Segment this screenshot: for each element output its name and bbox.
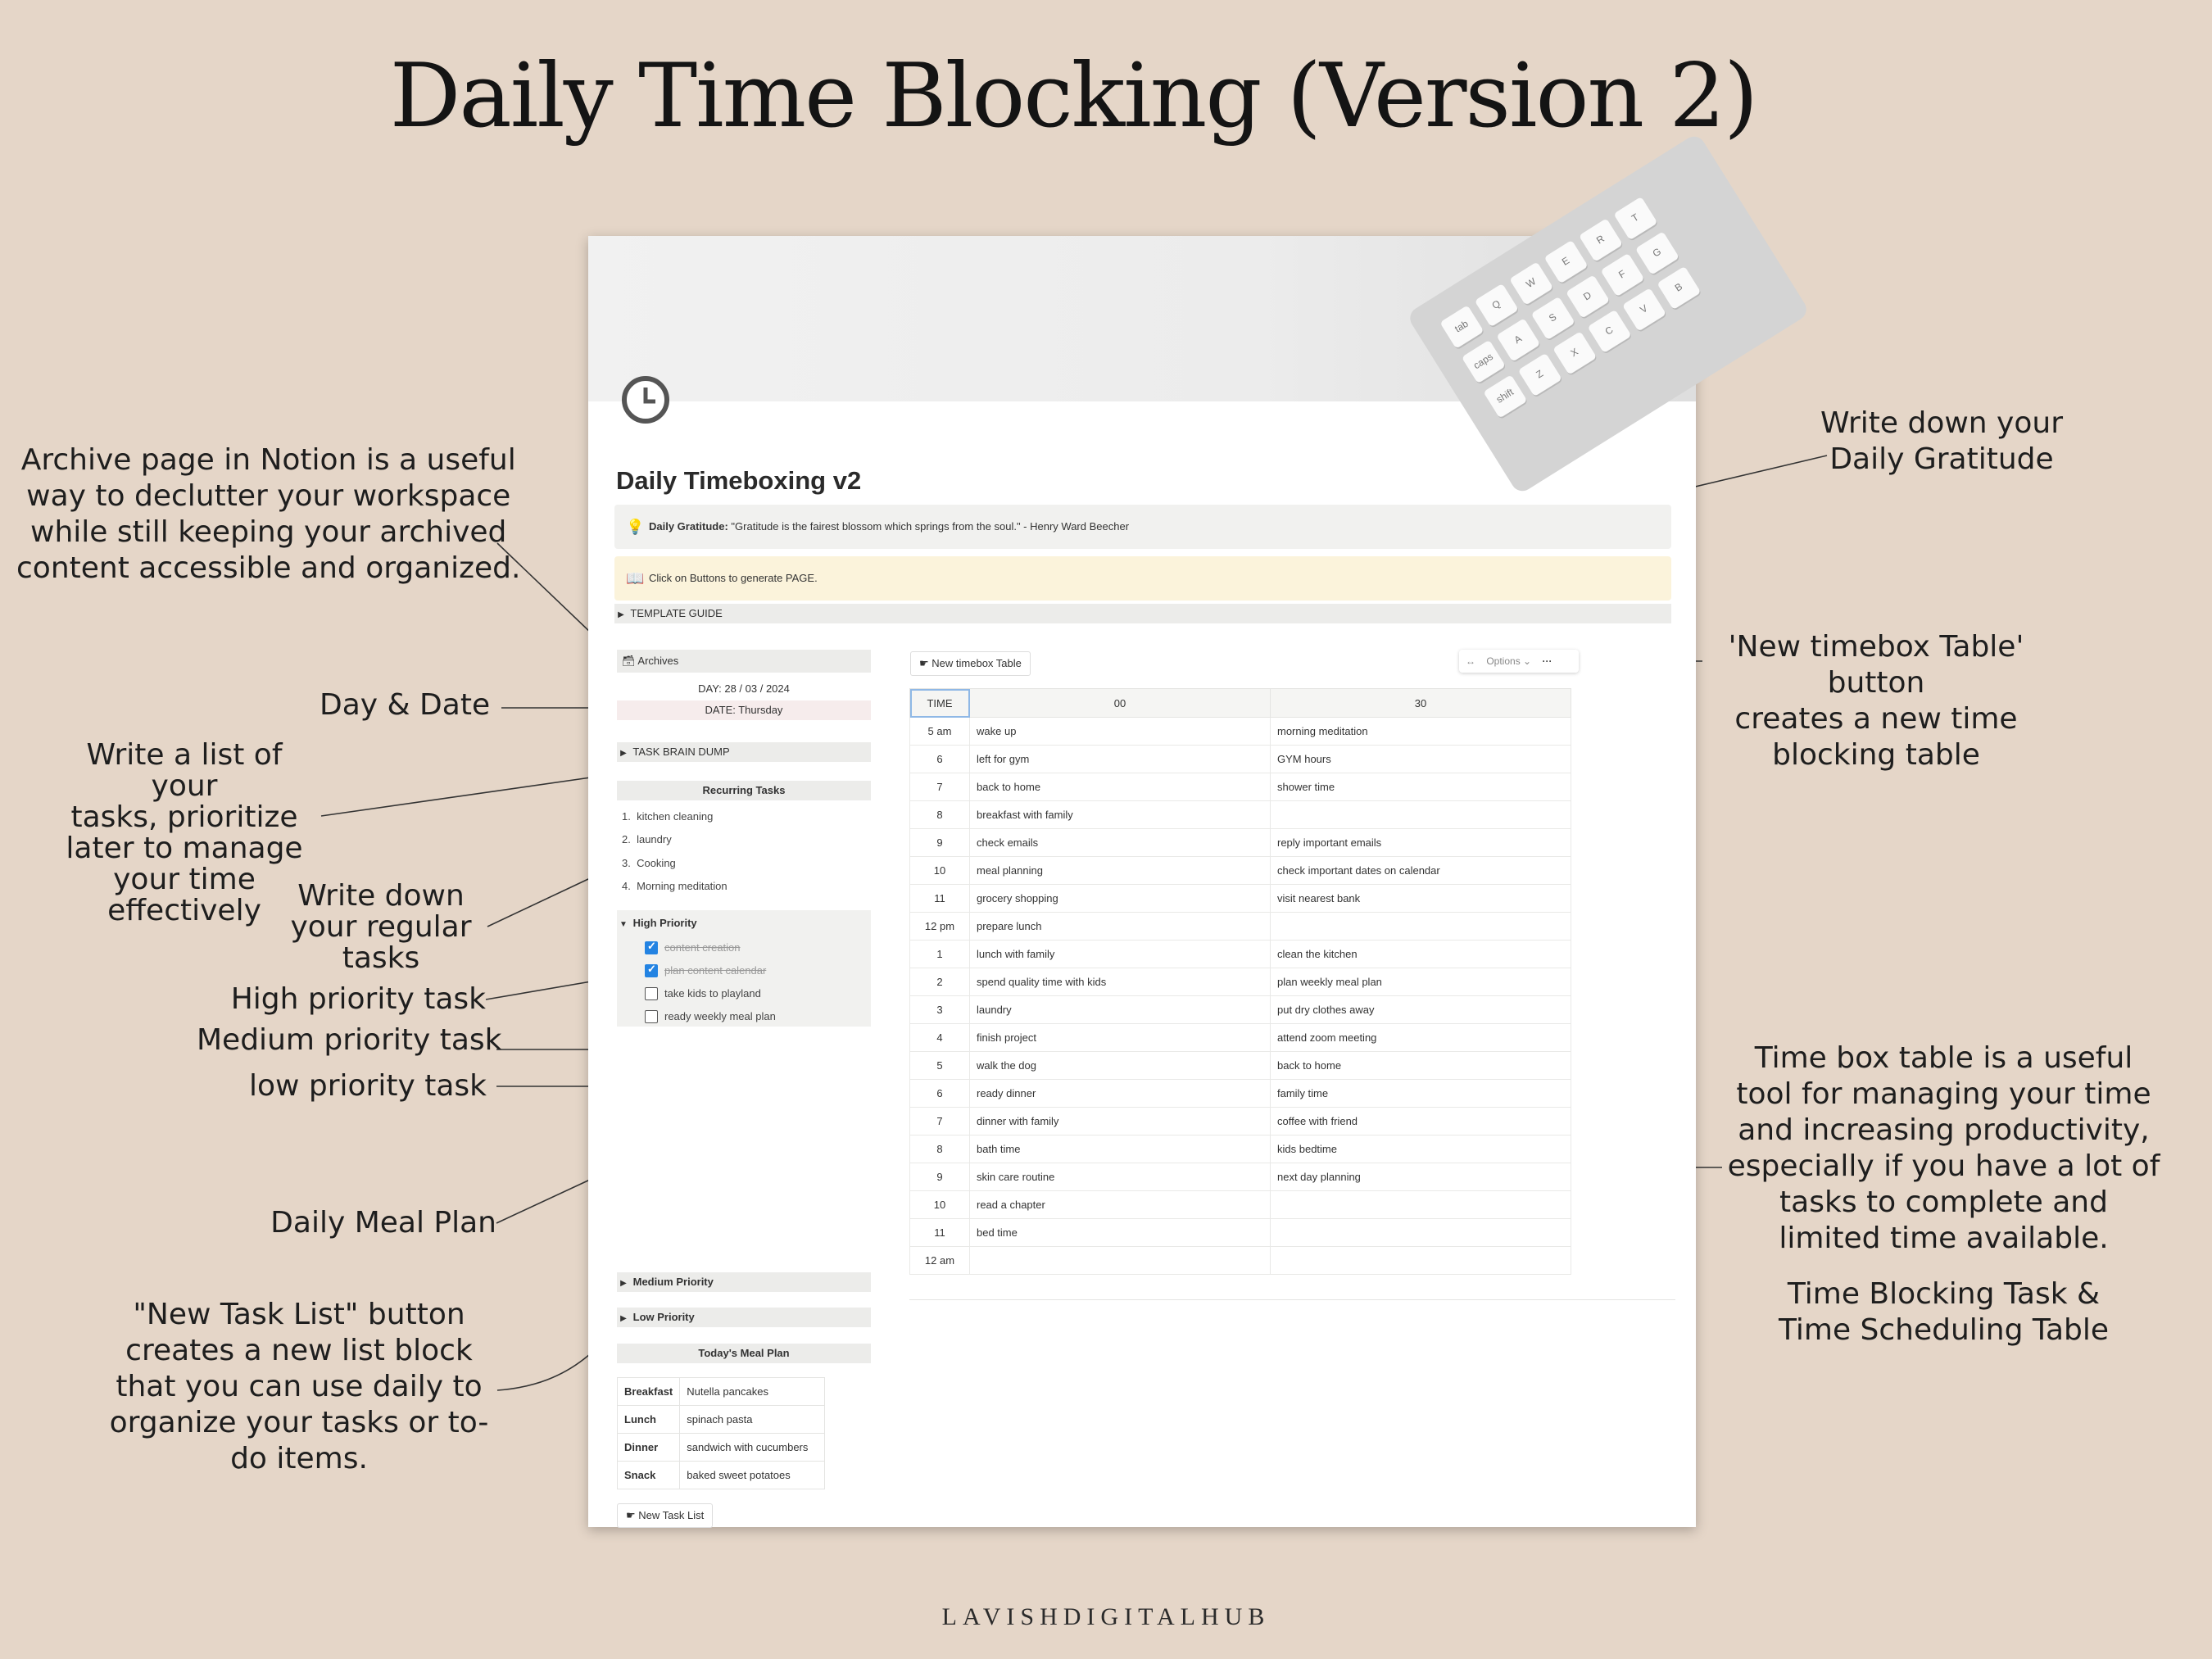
table-row <box>910 773 1571 801</box>
slot-30-cell[interactable]: attend zoom meeting <box>1271 1024 1571 1052</box>
time-cell[interactable]: 8 <box>910 801 970 829</box>
slot-00-cell[interactable]: grocery shopping <box>970 885 1271 913</box>
options-label: Options <box>1486 655 1521 667</box>
keyboard-illustration: tab Q W E R T caps A S D F G shift Z X C V B <box>1406 132 1811 495</box>
time-cell[interactable]: 5 <box>910 1052 970 1080</box>
archive-box-icon: 🗃 <box>622 655 636 667</box>
time-cell[interactable]: 2 <box>910 968 970 996</box>
slot-30-cell[interactable] <box>1271 1191 1571 1219</box>
meal-food[interactable]: baked sweet potatoes <box>680 1462 825 1489</box>
annotation-new-task-list: "New Task List" button creates a new list block that you can use daily to organize your tasks or to- do items. <box>109 1298 489 1475</box>
table-row <box>618 1434 825 1462</box>
slot-00-cell[interactable]: lunch with family <box>970 941 1271 968</box>
toggle-label: Medium Priority <box>632 1276 714 1288</box>
table-row <box>910 746 1571 773</box>
slot-00-cell[interactable]: meal planning <box>970 857 1271 885</box>
table-row <box>910 885 1571 913</box>
meal-name: Dinner <box>618 1434 680 1462</box>
page-title: Daily Time Blocking (Version 2) <box>389 45 1757 147</box>
todo-text: content creation <box>664 941 741 954</box>
day-field: DAY: 28 / 03 / 2024 <box>698 682 790 695</box>
table-row <box>910 941 1571 968</box>
slot-00-cell[interactable]: prepare lunch <box>970 913 1271 941</box>
annotation-timebox-caption: Time Blocking Task & Time Scheduling Table <box>1778 1277 2110 1347</box>
triangle-right-icon: ▶ <box>618 610 624 619</box>
slot-00-cell[interactable]: read a chapter <box>970 1191 1271 1219</box>
recurring-tasks-list <box>617 810 871 900</box>
divider <box>909 1299 1675 1300</box>
column-header-time[interactable]: TIME <box>910 689 970 718</box>
annotation-archive: Archive page in Notion is a useful way to declutter your workspace while still keeping your archived content accessible and organized. <box>16 443 521 585</box>
time-cell[interactable]: 11 <box>910 885 970 913</box>
more-icon[interactable]: ··· <box>1542 655 1552 667</box>
annotation-meal-plan: Daily Meal Plan <box>270 1206 496 1240</box>
button-label: New timebox Table <box>931 657 1022 669</box>
list-item[interactable]: 2. laundry <box>622 833 672 845</box>
table-row <box>910 857 1571 885</box>
slot-00-cell[interactable]: ready dinner <box>970 1080 1271 1108</box>
time-cell[interactable]: 8 <box>910 1135 970 1163</box>
table-row <box>618 1462 825 1489</box>
annotation-high-priority: High priority task <box>230 982 486 1016</box>
slot-30-cell[interactable]: morning meditation <box>1271 718 1571 746</box>
notion-page-title: Daily Timeboxing v2 <box>616 466 862 495</box>
slot-30-cell[interactable]: visit nearest bank <box>1271 885 1571 913</box>
brand-footer: LAVISHDIGITALHUB <box>941 1603 1271 1630</box>
list-item[interactable]: 4. Morning meditation <box>622 880 728 892</box>
slot-30-cell[interactable] <box>1271 1247 1571 1275</box>
callout-text: Click on Buttons to generate PAGE. <box>649 572 818 584</box>
high-priority-block <box>617 910 871 1027</box>
triangle-right-icon: ▶ <box>620 749 627 758</box>
table-row <box>910 718 1571 746</box>
meal-food[interactable]: Nutella pancakes <box>680 1378 825 1406</box>
low-priority-toggle[interactable] <box>617 1308 871 1327</box>
toggle-label: TEMPLATE GUIDE <box>630 607 723 619</box>
recurring-tasks-heading: Recurring Tasks <box>617 781 871 800</box>
table-row <box>910 1080 1571 1108</box>
book-icon: 📖 <box>626 570 645 587</box>
table-row <box>618 1406 825 1434</box>
todo-text: ready weekly meal plan <box>664 1010 776 1022</box>
slot-00-cell[interactable]: check emails <box>970 829 1271 857</box>
expand-arrows-icon: ↔ <box>1466 655 1475 667</box>
new-task-list-button[interactable] <box>617 1503 713 1528</box>
meal-plan-heading: Today's Meal Plan <box>617 1344 871 1363</box>
connector-task-list <box>321 776 602 816</box>
list-item[interactable]: 1. kitchen cleaning <box>622 810 714 823</box>
time-cell[interactable]: 7 <box>910 773 970 801</box>
checkbox[interactable] <box>645 987 658 1000</box>
slot-30-cell[interactable]: coffee with friend <box>1271 1108 1571 1135</box>
table-row <box>910 968 1571 996</box>
slot-00-cell[interactable]: finish project <box>970 1024 1271 1052</box>
slot-00-cell[interactable]: breakfast with family <box>970 801 1271 829</box>
high-priority-toggle[interactable]: ▼ High Priority <box>617 917 697 929</box>
column-header-00[interactable]: 00 <box>970 689 1271 718</box>
table-options-bar[interactable] <box>1459 650 1579 673</box>
table-row <box>910 1219 1571 1247</box>
slot-00-cell[interactable]: walk the dog <box>970 1052 1271 1080</box>
time-cell[interactable]: 6 <box>910 1080 970 1108</box>
time-cell[interactable]: 1 <box>910 941 970 968</box>
time-cell[interactable]: 11 <box>910 1219 970 1247</box>
clock-icon <box>621 375 670 424</box>
slot-30-cell[interactable]: clean the kitchen <box>1271 941 1571 968</box>
annotation-new-timebox: 'New timebox Table' button creates a new time blocking table <box>1728 630 2024 772</box>
connector-regular-tasks <box>487 873 602 927</box>
slot-30-cell[interactable]: kids bedtime <box>1271 1135 1571 1163</box>
checkbox[interactable] <box>645 941 658 954</box>
slot-30-cell[interactable]: put dry clothes away <box>1271 996 1571 1024</box>
table-row <box>910 1247 1571 1275</box>
table-row <box>910 801 1571 829</box>
gratitude-text: "Gratitude is the fairest blossom which springs from the soul." - Henry Ward Beecher <box>731 520 1130 533</box>
slot-00-cell[interactable] <box>970 1247 1271 1275</box>
triangle-right-icon: ▶ <box>620 1279 627 1288</box>
time-cell[interactable]: 5 am <box>910 718 970 746</box>
table-row <box>910 1052 1571 1080</box>
toggle-label: Low Priority <box>632 1311 695 1323</box>
table-row <box>910 1191 1571 1219</box>
slot-00-cell[interactable]: spend quality time with kids <box>970 968 1271 996</box>
table-row <box>910 913 1571 941</box>
meal-plan-table <box>617 1377 825 1489</box>
slot-30-cell[interactable]: next day planning <box>1271 1163 1571 1191</box>
time-cell[interactable]: 12 am <box>910 1247 970 1275</box>
task-brain-dump-toggle[interactable] <box>617 742 871 762</box>
triangle-down-icon: ▼ <box>619 920 628 929</box>
slot-00-cell[interactable]: laundry <box>970 996 1271 1024</box>
pointer-hand-icon: ☛ <box>626 1509 636 1521</box>
column-header-30[interactable]: 30 <box>1271 689 1571 718</box>
slot-30-cell[interactable]: family time <box>1271 1080 1571 1108</box>
time-cell[interactable]: 10 <box>910 857 970 885</box>
notion-screenshot <box>588 211 1696 1527</box>
time-cell[interactable]: 6 <box>910 746 970 773</box>
slot-30-cell[interactable]: shower time <box>1271 773 1571 801</box>
slot-30-cell[interactable]: plan weekly meal plan <box>1271 968 1571 996</box>
buttons-callout[interactable] <box>614 556 1671 601</box>
medium-priority-toggle[interactable] <box>617 1272 871 1292</box>
table-row <box>910 1163 1571 1191</box>
table-row <box>910 1024 1571 1052</box>
list-item[interactable]: 3. Cooking <box>622 857 676 869</box>
slot-30-cell[interactable]: reply important emails <box>1271 829 1571 857</box>
slot-30-cell[interactable] <box>1271 1219 1571 1247</box>
timebox-table-body <box>910 718 1571 1275</box>
date-field: DATE: Thursday <box>617 700 871 720</box>
template-guide-toggle[interactable] <box>614 604 1671 623</box>
slot-00-cell[interactable]: bed time <box>970 1219 1271 1247</box>
cover-image <box>588 211 1696 406</box>
annotation-day-date: Day & Date <box>320 688 491 722</box>
pointer-hand-icon: ☛ <box>919 657 929 669</box>
annotation-timebox-useful: Time box table is a useful tool for managing your time and increasing productivity, especially if you have a lot of tasks to complete and limited time available. <box>1727 1041 2160 1255</box>
table-header-row <box>910 689 1571 718</box>
slot-30-cell[interactable]: back to home <box>1271 1052 1571 1080</box>
slot-30-cell[interactable] <box>1271 801 1571 829</box>
time-cell[interactable]: 9 <box>910 829 970 857</box>
timebox-table <box>909 688 1571 1275</box>
time-cell[interactable]: 3 <box>910 996 970 1024</box>
archives-label: Archives <box>637 655 679 667</box>
meal-food[interactable]: sandwich with cucumbers <box>680 1434 825 1462</box>
table-row <box>910 996 1571 1024</box>
lightbulb-icon: 💡 <box>626 519 645 535</box>
time-cell[interactable]: 7 <box>910 1108 970 1135</box>
todo-text: take kids to playland <box>664 987 761 999</box>
slot-00-cell[interactable]: bath time <box>970 1135 1271 1163</box>
annotation-gratitude: Write down your Daily Gratitude <box>1820 406 2063 476</box>
table-row <box>618 1378 825 1406</box>
gratitude-callout[interactable] <box>614 505 1671 549</box>
meal-name: Lunch <box>618 1406 680 1434</box>
button-label: New Task List <box>638 1509 705 1521</box>
annotation-regular-tasks: Write down your regular tasks <box>290 879 472 975</box>
new-timebox-table-button[interactable] <box>910 651 1031 676</box>
meal-name: Breakfast <box>618 1378 680 1406</box>
time-cell[interactable]: 4 <box>910 1024 970 1052</box>
slot-00-cell[interactable]: back to home <box>970 773 1271 801</box>
slot-30-cell[interactable]: check important dates on calendar <box>1271 857 1571 885</box>
slot-30-cell[interactable]: GYM hours <box>1271 746 1571 773</box>
checkbox[interactable] <box>645 1010 658 1023</box>
time-cell[interactable]: 12 pm <box>910 913 970 941</box>
table-row <box>910 1108 1571 1135</box>
annotation-task-list: Write a list of your tasks, prioritize later to manage your time effectively <box>66 738 303 927</box>
time-cell[interactable]: 10 <box>910 1191 970 1219</box>
checkbox[interactable] <box>645 964 658 977</box>
slot-30-cell[interactable] <box>1271 913 1571 941</box>
annotation-low-priority: low priority task <box>248 1069 487 1103</box>
gratitude-label: Daily Gratitude: <box>649 520 728 533</box>
table-row <box>910 829 1571 857</box>
slot-00-cell[interactable]: wake up <box>970 718 1271 746</box>
todo-text: plan content calendar <box>664 964 767 977</box>
slot-00-cell[interactable]: left for gym <box>970 746 1271 773</box>
triangle-right-icon: ▶ <box>620 1314 627 1323</box>
time-cell[interactable]: 9 <box>910 1163 970 1191</box>
table-row <box>910 1135 1571 1163</box>
meal-name: Snack <box>618 1462 680 1489</box>
slot-00-cell[interactable]: skin care routine <box>970 1163 1271 1191</box>
connector-meal-plan <box>496 1174 602 1223</box>
slot-00-cell[interactable]: dinner with family <box>970 1108 1271 1135</box>
archives-link[interactable] <box>617 650 871 673</box>
chevron-down-icon: ⌄ <box>1523 655 1532 667</box>
meal-food[interactable]: spinach pasta <box>680 1406 825 1434</box>
annotation-medium-priority: Medium priority task <box>197 1023 502 1057</box>
toggle-label: TASK BRAIN DUMP <box>632 746 730 758</box>
